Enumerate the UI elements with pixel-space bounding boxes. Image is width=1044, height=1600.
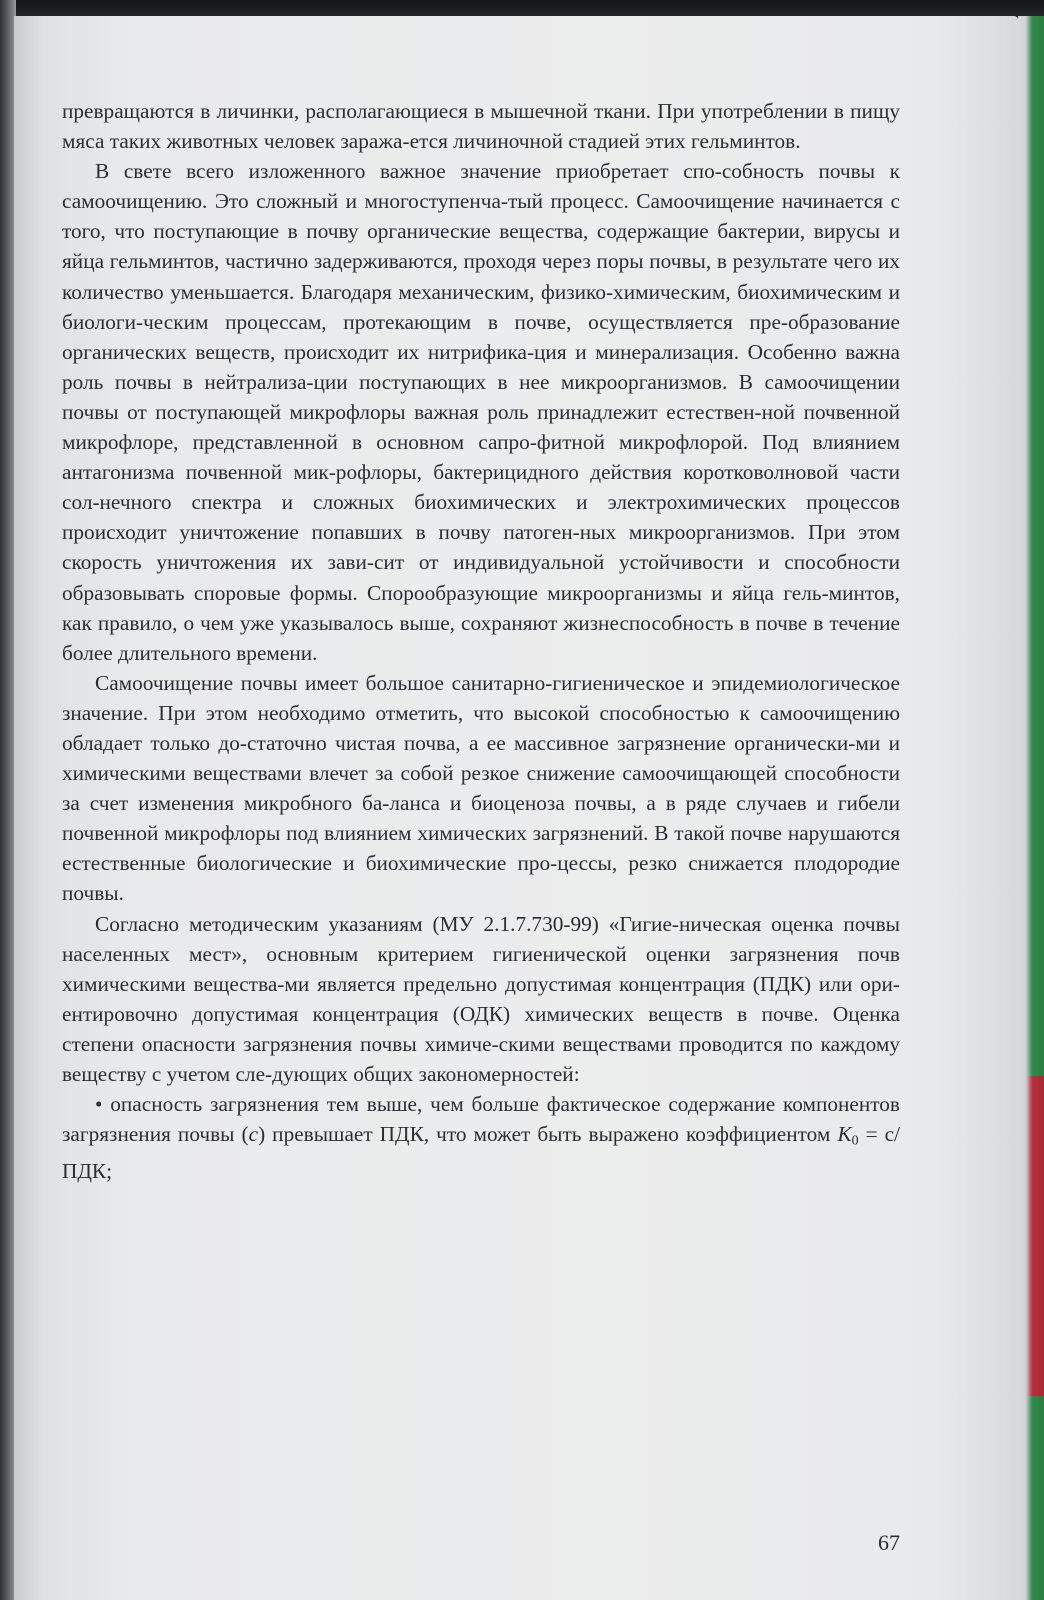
paragraph-1: превращаются в личинки, располагающиеся в мышечной ткани. При употреблении в пищу мяса таких животных человек заража-ется личиночной стадией этих гельминтов. — [62, 99, 900, 154]
bullet-text-start: опасность загрязнения тем выше, чем больше фактическое содержание компонентов загрязнения почвы ( — [62, 1092, 900, 1147]
paragraph-2: В свете всего изложенного важное значение приобретает спо-собность почвы к самоочищению. Это сложный и многоступенча-тый процесс. Самоочищение начинается с того, что поступающие в почву органические вещества, содержащие бактерии, вирусы и яйца гельминтов, частично задерживаются, проходя через поры почвы, в результате чего их количество уменьшается. Благодаря механическим, физико-химическим, биохимическим и биологи-ческим процессам, протекающим в почве, осуществляется пре-образование органических веществ, происходит их нитрифика-ция и минерализация. Особенно важна роль почвы в нейтрализа-ции поступающих в нее микроорганизмов. В самоочищении почвы от поступающей микрофлоры важная роль принадлежит естествен-ной почвенной микрофлоре, представленной в основном сапро-фитной микрофлорой. Под влиянием антагонизма почвенной мик-рофлоры, бактерицидного действия коротковолновой части сол-нечного спектра и сложных биохимических и электрохимических процессов происходит уничтожение попавших в почву патоген-ных микроорганизмов. При этом скорость уничтожения их зави-сит от индивидуальной устойчивости и способности образовывать споровые формы. Спорообразующие микроорганизмы и яйца гель-минтов, как правило, о чем уже указывалось выше, сохраняют жизнеспособность в почве в течение более длительного времени. — [62, 159, 900, 665]
variable-k: K — [837, 1122, 852, 1147]
paragraph-3: Самоочищение почвы имеет большое санитарно-гигиеническое и эпидемиологическое значение. При этом необходимо отметить, что высокой способностью к самоочищению обладает только до-статочно чистая почва, а ее массивное загрязнение органически-ми и химическими веществами влечет за собой резкое снижение самоочищающей способности за счет изменения микробного ба-ланса и биоценоза почвы, а в ряде случаев и гибели почвенной микрофлоры под влиянием химических загрязнений. В такой почве нарушаются естественные биологические и биохимические про-цессы, резко снижается плодородие почвы. — [62, 670, 900, 906]
variable-k-subscript: 0 — [851, 1132, 859, 1148]
variable-c: c — [248, 1122, 259, 1147]
bullet-text-middle: ) превышает ПДК, что может быть выражено коэффициентом — [258, 1122, 838, 1147]
green-tab-top — [1018, 16, 1044, 1076]
bullet-marker: • — [95, 1092, 103, 1117]
page-number: 67 — [878, 1530, 900, 1555]
bullet-item — [62, 1089, 900, 1186]
page-edge-color-tabs — [1018, 16, 1044, 1600]
formula-tail: = c/ПДК; — [62, 1122, 901, 1183]
red-tab — [1018, 1076, 1044, 1396]
body-text — [62, 96, 900, 1186]
paragraph-4: Согласно методическим указаниям (МУ 2.1.7.730-99) «Гигие-ническая оценка почвы населенных мест», основным критерием гигиенической оценки загрязнения почв химическими вещества-ми является предельно допустимая концентрация (ПДК) или ори-ентировочно допустимая концентрация (ОДК) химических веществ в почве. Оценка степени опасности загрязнения почвы химиче-скими веществами проводится по каждому веществу с учетом сле-дующих общих закономерностей: — [62, 911, 900, 1086]
green-tab-bottom — [1018, 1396, 1044, 1600]
